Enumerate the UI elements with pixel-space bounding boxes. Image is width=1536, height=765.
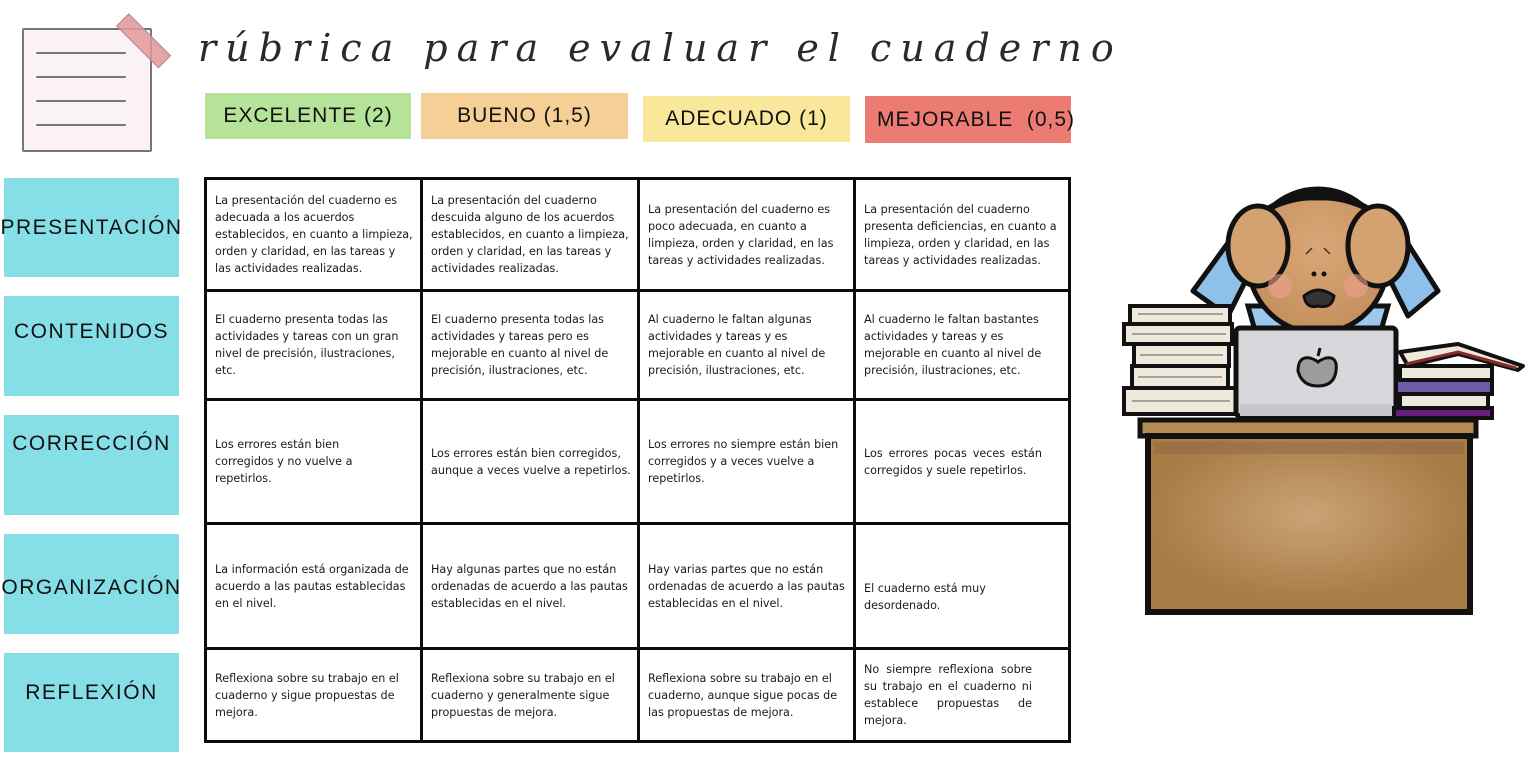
rubric-cell bbox=[423, 650, 640, 740]
cell-text: La presentación del cuaderno es adecuada a los acuerdos establecidos, en cuanto a limpieza, orden y claridad, en las tareas y las actividades realizadas. bbox=[215, 194, 413, 275]
cell-text: Los errores están bien corregidos y no vuelve a repetirlos. bbox=[215, 438, 353, 485]
notepad-line bbox=[36, 124, 126, 126]
notepad-line bbox=[36, 76, 126, 78]
rubric-cell bbox=[423, 180, 640, 292]
rubric-cell bbox=[423, 292, 640, 401]
rubric-cell bbox=[423, 525, 640, 650]
rubric-cell bbox=[423, 401, 640, 525]
rubric-cell bbox=[856, 401, 1068, 525]
level-label: BUENO (1,5) bbox=[457, 104, 592, 127]
rubric-cell bbox=[207, 180, 423, 292]
level-label: EXCELENTE (2) bbox=[223, 104, 393, 127]
tape-icon bbox=[116, 13, 171, 68]
stressed-teacher-illustration bbox=[1118, 176, 1528, 616]
rubric-cell bbox=[640, 401, 856, 525]
notepad-line bbox=[36, 100, 126, 102]
rubric-table bbox=[204, 177, 1071, 743]
rubric-cell bbox=[207, 292, 423, 401]
cell-text: Al cuaderno le faltan bastantes actividades y tareas y es mejorable en cuanto al nivel de precisión, ilustraciones, etc. bbox=[864, 313, 1042, 377]
level-header-mejorable bbox=[865, 96, 1076, 143]
cell-text: Reflexiona sobre su trabajo en el cuaderno y sigue propuestas de mejora. bbox=[215, 671, 399, 719]
notepad-icon bbox=[22, 28, 152, 152]
rubric-cell bbox=[856, 292, 1068, 401]
cell-text: Los errores no siempre están bien corregidos y a veces vuelve a repetirlos. bbox=[648, 438, 839, 485]
cell-text: Reflexiona sobre su trabajo en el cuaderno y generalmente sigue propuestas de mejora. bbox=[431, 671, 615, 719]
cell-text: La presentación del cuaderno presenta deficiencias, en cuanto a limpieza, orden y claridad, en las tareas y actividades realizadas. bbox=[864, 202, 1057, 267]
cell-text: Hay varias partes que no están ordenadas de acuerdo a las pautas establecidas en el nivel. bbox=[648, 562, 845, 610]
notepad-line bbox=[36, 52, 126, 54]
level-label: MEJORABLE (0,5) bbox=[877, 107, 1076, 131]
criterion-organizacion bbox=[1, 534, 182, 634]
criterion-label: PRESENTACIÓN bbox=[0, 215, 183, 239]
page-title: rúbrica para evaluar el cuaderno bbox=[198, 26, 1123, 70]
criterion-reflexion bbox=[4, 653, 179, 752]
level-header-bueno bbox=[421, 93, 628, 139]
rubric-cell bbox=[856, 525, 1068, 650]
rubric-cell bbox=[856, 180, 1068, 292]
cell-text: La presentación del cuaderno descuida alguno de los acuerdos establecidos, en cuanto a limpieza, orden y claridad, en las tareas y actividades realizadas. bbox=[431, 194, 629, 275]
level-header-adecuado bbox=[643, 96, 850, 142]
cell-text: Los errores pocas veces están corregidos y suele repetirlos. bbox=[864, 446, 1042, 477]
teacher-desk-icon bbox=[1118, 176, 1528, 616]
cell-text: La información está organizada de acuerdo a las pautas establecidas en el nivel. bbox=[215, 562, 409, 610]
criterion-contenidos bbox=[4, 296, 179, 396]
level-label: ADECUADO (1) bbox=[665, 107, 828, 130]
cell-text: El cuaderno presenta todas las actividades y tareas pero es mejorable en cuanto al nivel de precisión, ilustraciones, etc. bbox=[431, 313, 609, 377]
criterion-label: REFLEXIÓN bbox=[25, 680, 158, 704]
cell-text: Hay algunas partes que no están ordenadas de acuerdo a las pautas establecidas en el nivel. bbox=[431, 562, 628, 610]
criterion-label: ORGANIZACIÓN bbox=[1, 576, 182, 599]
cell-text: La presentación del cuaderno es poco adecuada, en cuanto a limpieza, orden y claridad, en las tareas y actividades realizadas. bbox=[648, 202, 834, 267]
rubric-cell bbox=[207, 650, 423, 740]
criterion-label: CONTENIDOS bbox=[13, 320, 169, 343]
cell-text: El cuaderno presenta todas las actividades y tareas con un gran nivel de precisión, ilustraciones, etc. bbox=[215, 313, 399, 377]
rubric-cell bbox=[207, 401, 423, 525]
rubric-cell bbox=[640, 525, 856, 650]
cell-text: No siempre reflexiona sobre su trabajo en el cuaderno ni establece propuestas de mejora. bbox=[864, 663, 1032, 727]
rubric-cell bbox=[207, 525, 423, 650]
cell-text: El cuaderno está muy desordenado. bbox=[864, 582, 986, 612]
cell-text: Reflexiona sobre su trabajo en el cuaderno, aunque sigue pocas de las propuestas de mejora. bbox=[648, 671, 838, 719]
rubric-cell bbox=[640, 292, 856, 401]
rubric-cell bbox=[856, 650, 1068, 740]
criterion-label: CORRECCIÓN bbox=[12, 432, 171, 455]
criterion-presentacion bbox=[0, 178, 183, 277]
rubric-cell bbox=[640, 650, 856, 740]
criterion-correccion bbox=[4, 415, 179, 515]
cell-text: Al cuaderno le faltan algunas actividades y tareas y es mejorable en cuanto al nivel de precisión, ilustraciones, etc. bbox=[648, 313, 826, 377]
cell-text: Los errores están bien corregidos, aunque a veces vuelve a repetirlos. bbox=[431, 446, 631, 477]
level-header-excelente bbox=[205, 93, 411, 139]
rubric-cell bbox=[640, 180, 856, 292]
